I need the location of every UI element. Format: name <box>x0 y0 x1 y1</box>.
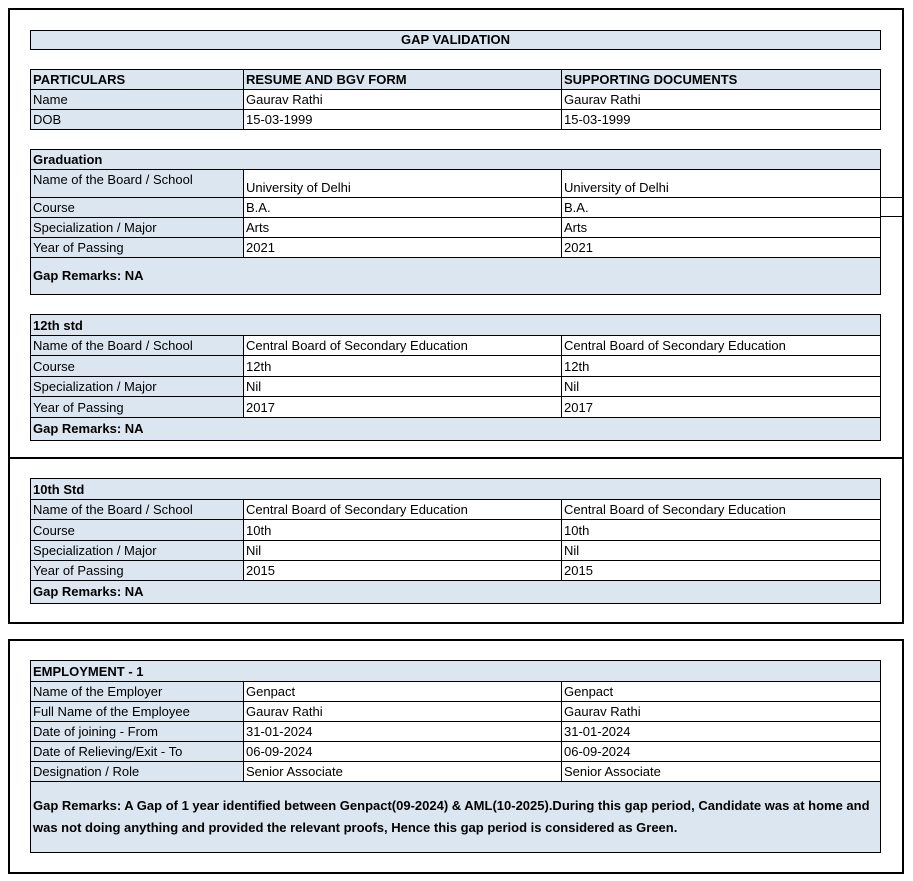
twelfth-table <box>30 314 881 441</box>
section-heading: 12th std <box>31 315 881 336</box>
row-label: Specialization / Major <box>31 541 244 561</box>
resume-value: Gaurav Rathi <box>244 702 562 722</box>
row-label: Date of joining - From <box>31 722 244 742</box>
docs-value: Arts <box>562 218 881 238</box>
row-label: Name of the Board / School <box>31 336 244 356</box>
row-label: Designation / Role <box>31 762 244 782</box>
docs-value: 10th <box>562 520 881 541</box>
row-label: Course <box>31 356 244 377</box>
resume-value: Nil <box>244 541 562 561</box>
resume-value: Genpact <box>244 682 562 702</box>
docs-value: Nil <box>562 377 881 397</box>
graduation-table <box>30 149 881 295</box>
section-heading-row <box>31 150 881 170</box>
docs-value: 31-01-2024 <box>562 722 881 742</box>
table-row <box>31 682 881 702</box>
row-label: DOB <box>31 110 244 130</box>
row-label: Specialization / Major <box>31 377 244 397</box>
gap-remarks-row <box>31 418 881 441</box>
table-row <box>31 198 881 218</box>
docs-value: 12th <box>562 356 881 377</box>
row-label: Course <box>31 520 244 541</box>
table-row <box>31 722 881 742</box>
resume-value: 2021 <box>244 238 562 258</box>
resume-value: Central Board of Secondary Education <box>244 336 562 356</box>
docs-value: B.A. <box>562 198 881 218</box>
table-row <box>31 377 881 397</box>
stray-gridline <box>880 197 903 217</box>
section-heading: EMPLOYMENT - 1 <box>31 661 881 682</box>
resume-value: 2017 <box>244 397 562 418</box>
resume-value: University of Delhi <box>244 170 562 198</box>
section-heading: 10th Std <box>31 479 881 500</box>
gap-remarks-row <box>31 782 881 853</box>
header-documents: SUPPORTING DOCUMENTS <box>562 70 881 90</box>
docs-value: University of Delhi <box>562 170 881 198</box>
header-resume: RESUME AND BGV FORM <box>244 70 562 90</box>
docs-value: 2017 <box>562 397 881 418</box>
resume-value: 10th <box>244 520 562 541</box>
table-row <box>31 520 881 541</box>
section-heading-row <box>31 479 881 500</box>
row-label: Name of the Board / School <box>31 170 244 198</box>
row-label: Name <box>31 90 244 110</box>
gap-remarks: Gap Remarks: A Gap of 1 year identified between Genpact(09-2024) & AML(10-2025).During this gap period, Candidate was at home and was not doing anything and provided the relevant proofs, Hence this gap period is considered as Green. <box>31 782 881 853</box>
docs-value: Genpact <box>562 682 881 702</box>
row-label: Specialization / Major <box>31 218 244 238</box>
row-label: Name of the Board / School <box>31 500 244 520</box>
table-row <box>31 397 881 418</box>
section-heading-row <box>31 661 881 682</box>
section-heading-row <box>31 315 881 336</box>
table-row <box>31 218 881 238</box>
resume-value: Senior Associate <box>244 762 562 782</box>
resume-value: 31-01-2024 <box>244 722 562 742</box>
header-particulars: PARTICULARS <box>31 70 244 90</box>
docs-value: 2021 <box>562 238 881 258</box>
docs-value: 06-09-2024 <box>562 742 881 762</box>
resume-value: Gaurav Rathi <box>244 90 562 110</box>
row-label: Name of the Employer <box>31 682 244 702</box>
table-row <box>31 90 881 110</box>
table-row <box>31 238 881 258</box>
employment-table <box>30 660 881 853</box>
gap-remarks-row <box>31 258 881 295</box>
docs-value: 2015 <box>562 561 881 581</box>
table-row <box>31 742 881 762</box>
gap-remarks: Gap Remarks: NA <box>31 581 881 604</box>
gap-remarks: Gap Remarks: NA <box>31 418 881 441</box>
docs-value: Gaurav Rathi <box>562 702 881 722</box>
tenth-table <box>30 478 881 604</box>
table-row <box>31 702 881 722</box>
section-heading: Graduation <box>31 150 881 170</box>
table-row <box>31 541 881 561</box>
table-row <box>31 336 881 356</box>
page-title: GAP VALIDATION <box>30 30 881 50</box>
resume-value: 06-09-2024 <box>244 742 562 762</box>
resume-value: 15-03-1999 <box>244 110 562 130</box>
docs-value: Senior Associate <box>562 762 881 782</box>
row-label: Date of Relieving/Exit - To <box>31 742 244 762</box>
table-row <box>31 356 881 377</box>
gap-remarks: Gap Remarks: NA <box>31 258 881 295</box>
docs-value: Central Board of Secondary Education <box>562 336 881 356</box>
resume-value: Arts <box>244 218 562 238</box>
table-row <box>31 500 881 520</box>
docs-value: Nil <box>562 541 881 561</box>
row-label: Year of Passing <box>31 561 244 581</box>
row-label: Full Name of the Employee <box>31 702 244 722</box>
table-row <box>31 170 881 198</box>
resume-value: B.A. <box>244 198 562 218</box>
row-label: Course <box>31 198 244 218</box>
personal-table <box>30 69 881 130</box>
docs-value: Central Board of Secondary Education <box>562 500 881 520</box>
resume-value: 12th <box>244 356 562 377</box>
docs-value: Gaurav Rathi <box>562 90 881 110</box>
header-row <box>31 70 881 90</box>
table-row <box>31 110 881 130</box>
gap-remarks-row <box>31 581 881 604</box>
docs-value: 15-03-1999 <box>562 110 881 130</box>
row-label: Year of Passing <box>31 238 244 258</box>
resume-value: 2015 <box>244 561 562 581</box>
table-row <box>31 561 881 581</box>
resume-value: Nil <box>244 377 562 397</box>
resume-value: Central Board of Secondary Education <box>244 500 562 520</box>
row-label: Year of Passing <box>31 397 244 418</box>
table-row <box>31 762 881 782</box>
